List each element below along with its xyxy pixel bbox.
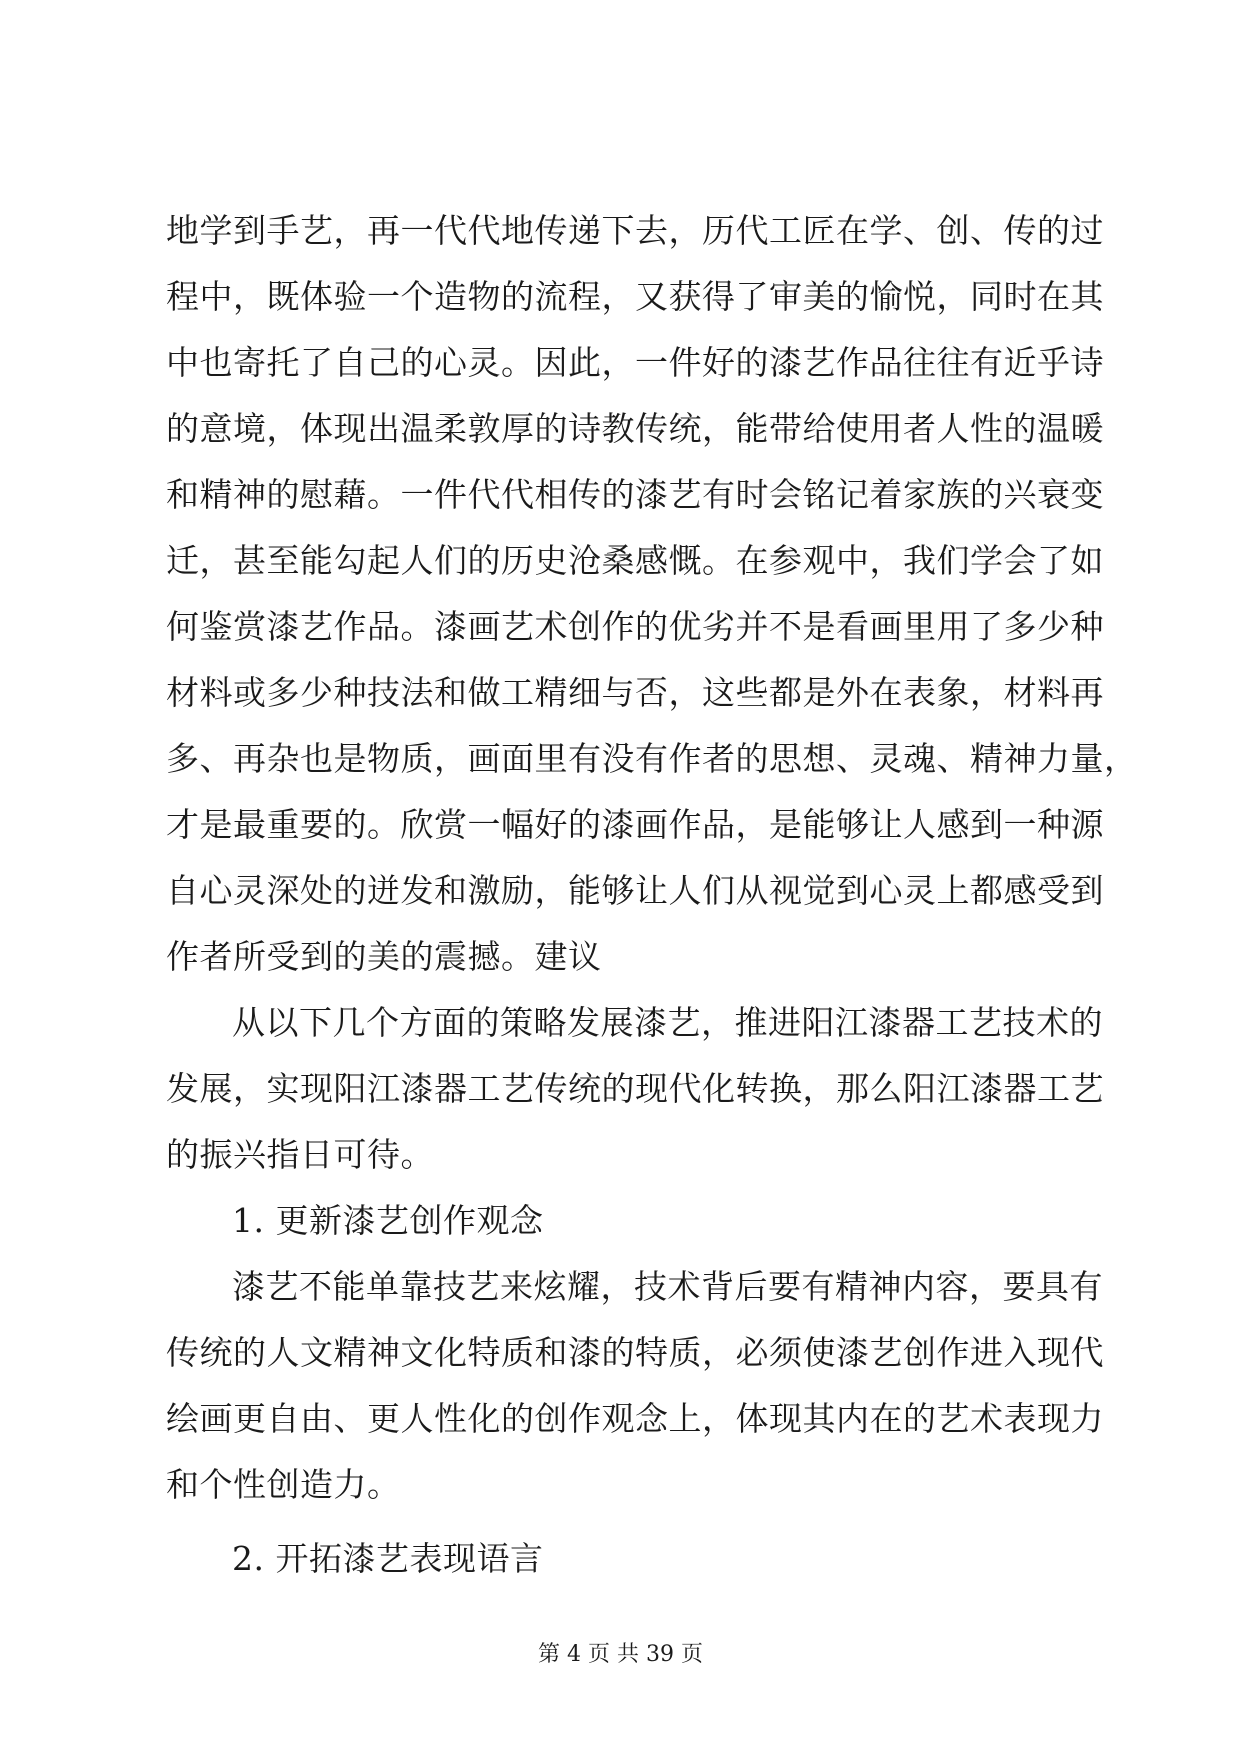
text-line: 和个性创造力。 (166, 1465, 401, 1504)
text-line: 从以下几个方面的策略发展漆艺，推进阳江漆器工艺技术的 (232, 1003, 1103, 1042)
text-line: 传统的人文精神文化特质和漆的特质，必须使漆艺创作进入现代 (166, 1333, 1104, 1372)
text-line: 才是最重要的。欣赏一幅好的漆画作品，是能够让人感到一种源 (166, 805, 1104, 844)
text-line: 多、再杂也是物质，画面里有没有作者的思想、灵魂、精神力量， (166, 739, 1138, 778)
paragraph (166, 990, 1104, 1188)
text-line: 的意境，体现出温柔敦厚的诗教传统，能带给使用者人性的温暖 (166, 409, 1104, 448)
text-line: 漆艺不能单靠技艺来炫耀，技术背后要有精神内容，要具有 (232, 1267, 1103, 1306)
text-line: 中也寄托了自己的心灵。因此，一件好的漆艺作品往往有近乎诗 (166, 343, 1104, 382)
section-heading: 2. 开拓漆艺表现语言 (232, 1539, 544, 1578)
text-line: 自心灵深处的迸发和激励，能够让人们从视觉到心灵上都感受到 (166, 871, 1104, 910)
spacer (166, 1518, 1076, 1526)
text-line: 地学到手艺，再一代代地传递下去，历代工匠在学、创、传的过 (166, 211, 1104, 250)
document-body (166, 198, 1138, 1592)
text-line: 程中，既体验一个造物的流程，又获得了审美的愉悦，同时在其 (166, 277, 1104, 316)
text-line: 材料或多少种技法和做工精细与否，这些都是外在表象，材料再 (166, 673, 1104, 712)
section-heading: 1. 更新漆艺创作观念 (232, 1201, 544, 1240)
text-line: 绘画更自由、更人性化的创作观念上，体现其内在的艺术表现力 (166, 1399, 1104, 1438)
text-line: 的振兴指日可待。 (166, 1135, 434, 1174)
text-line: 发展，实现阳江漆器工艺传统的现代化转换，那么阳江漆器工艺 (166, 1069, 1104, 1108)
text-line: 和精神的慰藉。一件代代相传的漆艺有时会铭记着家族的兴衰变 (166, 475, 1104, 514)
text-line: 作者所受到的美的震撼。建议 (166, 937, 602, 976)
paragraph (166, 1254, 1104, 1518)
paragraph (166, 198, 1138, 990)
page-number-footer: 第 4 页 共 39 页 (538, 1642, 703, 1667)
text-line: 迁，甚至能勾起人们的历史沧桑感慨。在参观中，我们学会了如 (166, 541, 1104, 580)
text-line: 何鉴赏漆艺作品。漆画艺术创作的优劣并不是看画里用了多少种 (166, 607, 1104, 646)
